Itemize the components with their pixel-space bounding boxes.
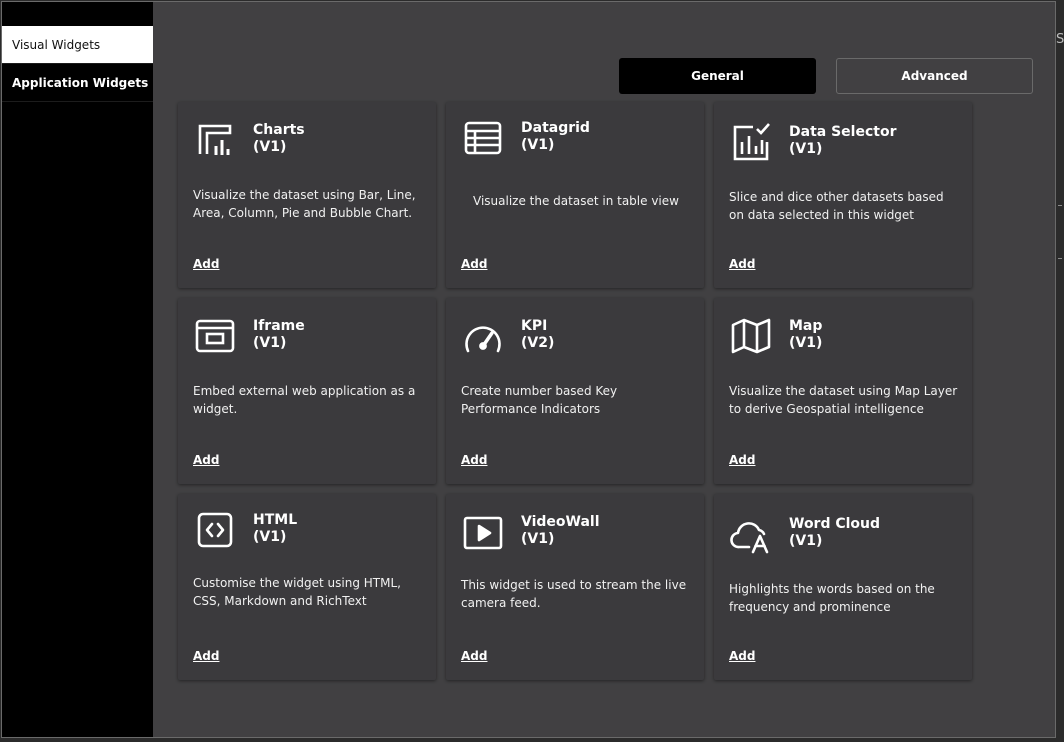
widget-version: (V1) — [253, 335, 287, 351]
widget-card-word-cloud — [714, 494, 972, 680]
gauge-icon — [461, 314, 505, 358]
widget-title: Word Cloud — [789, 516, 881, 532]
add-kpi-button[interactable]: Add — [461, 453, 488, 467]
widget-description: This widget is used to stream the live camera feed. — [461, 578, 687, 610]
widget-description: Customise the widget using HTML, CSS, Markdown and RichText — [193, 576, 401, 608]
sidebar-item-visual-widgets[interactable]: Visual Widgets — [2, 26, 153, 64]
map-icon — [729, 314, 773, 358]
data-selector-icon — [729, 120, 773, 164]
widget-card-datagrid — [446, 102, 704, 288]
video-icon — [461, 511, 505, 555]
widget-version: (V2) — [521, 335, 555, 351]
widget-version: (V1) — [789, 141, 823, 157]
widget-description: Slice and dice other datasets based on data selected in this widget — [729, 190, 944, 222]
widget-description: Embed external web application as a widget. — [193, 384, 416, 416]
widget-category-sidebar — [2, 2, 153, 737]
widget-card-data-selector — [714, 102, 972, 288]
widget-version: (V1) — [521, 137, 555, 153]
widget-version: (V1) — [253, 139, 287, 155]
sidebar-item-application-widgets[interactable]: Application Widgets — [2, 64, 153, 102]
widget-description: Highlights the words based on the frequency and prominence — [729, 582, 935, 614]
widget-title: Charts — [253, 122, 305, 138]
code-icon — [193, 508, 237, 552]
widget-title: Iframe — [253, 318, 305, 334]
widget-version: (V1) — [789, 335, 823, 351]
widget-title: VideoWall — [521, 514, 600, 530]
widget-version: (V1) — [789, 533, 823, 549]
widget-title: Data Selector — [789, 124, 897, 140]
tab-general[interactable]: General — [619, 58, 816, 94]
background-fragment: S — [1056, 32, 1064, 47]
widget-description: Visualize the dataset using Map Layer to derive Geospatial intelligence — [729, 384, 958, 416]
background-divider — [1058, 258, 1062, 259]
widget-type-tabs — [619, 58, 1033, 94]
add-data-selector-button[interactable]: Add — [729, 257, 756, 271]
background-divider — [1058, 205, 1062, 206]
widget-card-map — [714, 298, 972, 484]
widget-picker-dialog — [1, 1, 1056, 738]
add-charts-button[interactable]: Add — [193, 257, 220, 271]
table-icon — [461, 116, 505, 160]
word-cloud-icon — [729, 512, 773, 556]
add-videowall-button[interactable]: Add — [461, 649, 488, 663]
widget-title: Datagrid — [521, 120, 590, 136]
widget-title: KPI — [521, 318, 548, 334]
widget-card-html — [178, 494, 436, 680]
widget-title: HTML — [253, 512, 298, 528]
widget-grid — [178, 102, 972, 680]
add-html-button[interactable]: Add — [193, 649, 220, 663]
widget-version: (V1) — [253, 529, 287, 545]
widget-card-charts — [178, 102, 436, 288]
widget-description: Visualize the dataset using Bar, Line, Area, Column, Pie and Bubble Chart. — [193, 188, 416, 220]
add-map-button[interactable]: Add — [729, 453, 756, 467]
widget-card-videowall — [446, 494, 704, 680]
chart-icon — [193, 118, 237, 162]
tab-advanced[interactable]: Advanced — [836, 58, 1033, 94]
widget-card-iframe — [178, 298, 436, 484]
widget-title: Map — [789, 318, 823, 334]
widget-version: (V1) — [521, 531, 555, 547]
widget-description: Create number based Key Performance Indicators — [461, 384, 618, 416]
widget-description: Visualize the dataset in table view — [473, 194, 679, 208]
add-datagrid-button[interactable]: Add — [461, 257, 488, 271]
iframe-icon — [193, 314, 237, 358]
add-iframe-button[interactable]: Add — [193, 453, 220, 467]
add-word-cloud-button[interactable]: Add — [729, 649, 756, 663]
widget-card-kpi — [446, 298, 704, 484]
